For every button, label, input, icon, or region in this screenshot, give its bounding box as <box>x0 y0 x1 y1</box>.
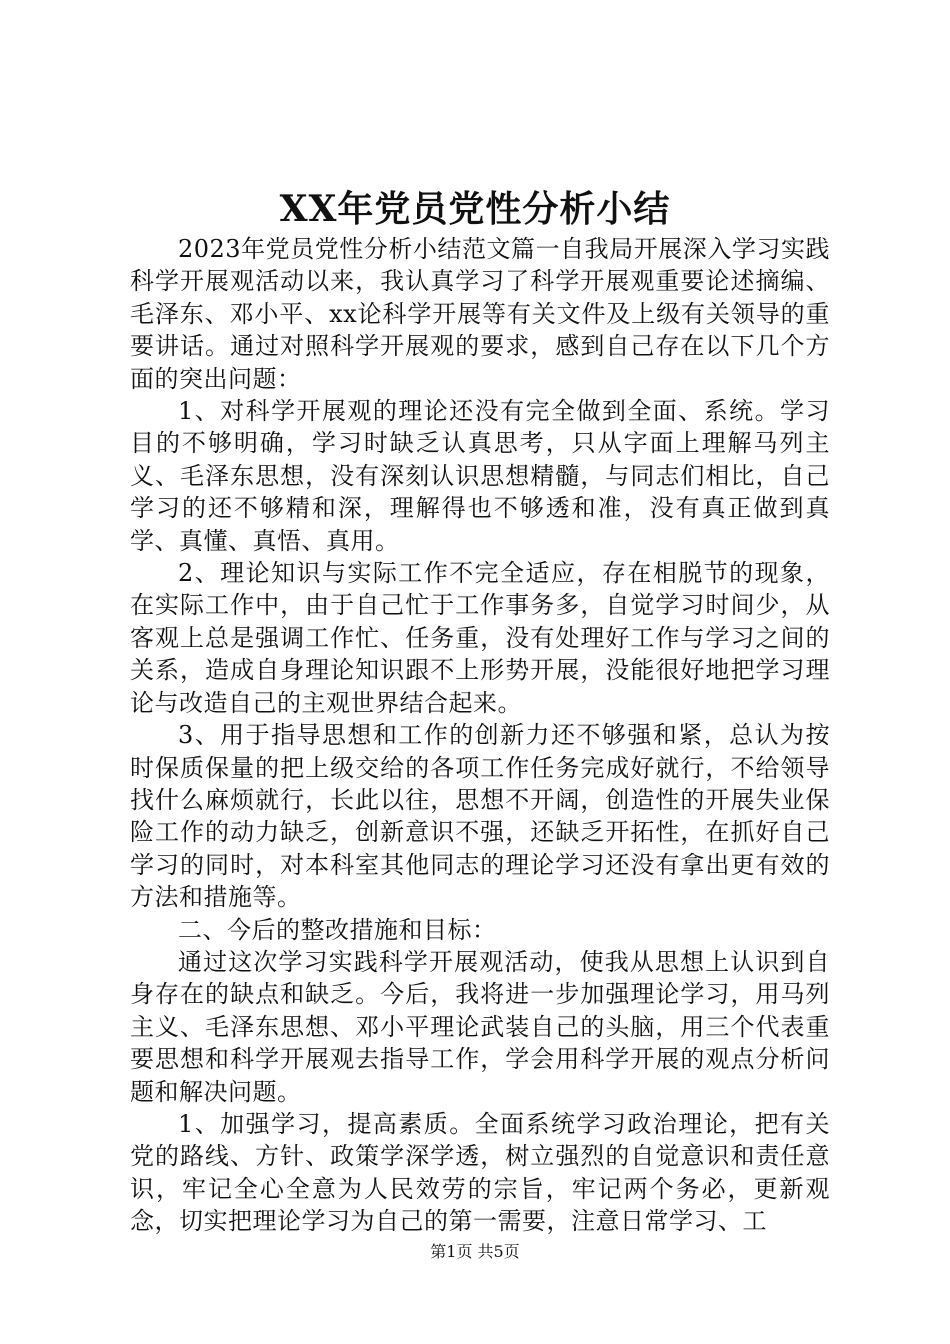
document-title: XX年党员党性分析小结 <box>279 188 671 230</box>
paragraph-measures-intro: 通过这次学习实践科学开展观活动，使我从思想上认识到自身存在的缺点和缺乏。今后，我将进一步加强理论学习，用马列主义、毛泽东思想、邓小平理论武装自己的头脑，用三个代表重要思想和科学开展观去指导工作，学会用科学开展的观点分析问题和解决问题。 <box>130 947 830 1106</box>
paragraph-intro: 2023年党员党性分析小结范文篇一自我局开展深入学习实践科学开展观活动以来，我认真学习了科学开展观重要论述摘编、毛泽东、邓小平、xx论科学开展等有关文件及上级有关领导的重要讲话。通过对照科学开展观的要求，感到自己存在以下几个方面的突出问题： <box>130 235 830 393</box>
section-heading-measures: 二、今后的整改措施和目标： <box>178 915 497 944</box>
document-body <box>130 233 830 1238</box>
paragraph-problem-2: 2、理论知识与实际工作不完全适应，存在相脱节的现象，在实际工作中，由于自己忙于工作事务多，自觉学习时间少，从客观上总是强调工作忙、任务重，没有处理好工作与学习之间的关系，造成自身理论知识跟不上形势开展，没能很好地把学习理论与改造自己的主观世界结合起来。 <box>130 559 830 717</box>
paragraph-measure-1: 1、加强学习，提高素质。全面系统学习政治理论，把有关党的路线、方针、政策学深学透，树立强烈的自觉意识和责任意识，牢记全心全意为人民效劳的宗旨，牢记两个务必，更新观念，切实把理论学习为自己的第一需要，注意日常学习、工 <box>130 1109 830 1236</box>
paragraph-problem-1: 1、对科学开展观的理论还没有完全做到全面、系统。学习目的不够明确，学习时缺乏认真思考，只从字面上理解马列主义、毛泽东思想，没有深刻认识思想精髓，与同志们相比，自己学习的还不够精和深，理解得也不够透和准，没有真正做到真学、真懂、真悟、真用。 <box>130 397 830 555</box>
page-indicator: 第1页 共5页 <box>430 1242 520 1261</box>
paragraph-problem-3: 3、用于指导思想和工作的创新力还不够强和紧，总认为按时保质保量的把上级交给的各项工作任务完成好就行，不给领导找什么麻烦就行，长此以往，思想不开阔，创造性的开展失业保险工作的动力缺乏，创新意识不强，还缺乏开拓性，在抓好自己学习的同时，对本科室其他同志的理论学习还没有拿出更有效的方法和措施等。 <box>130 721 830 912</box>
